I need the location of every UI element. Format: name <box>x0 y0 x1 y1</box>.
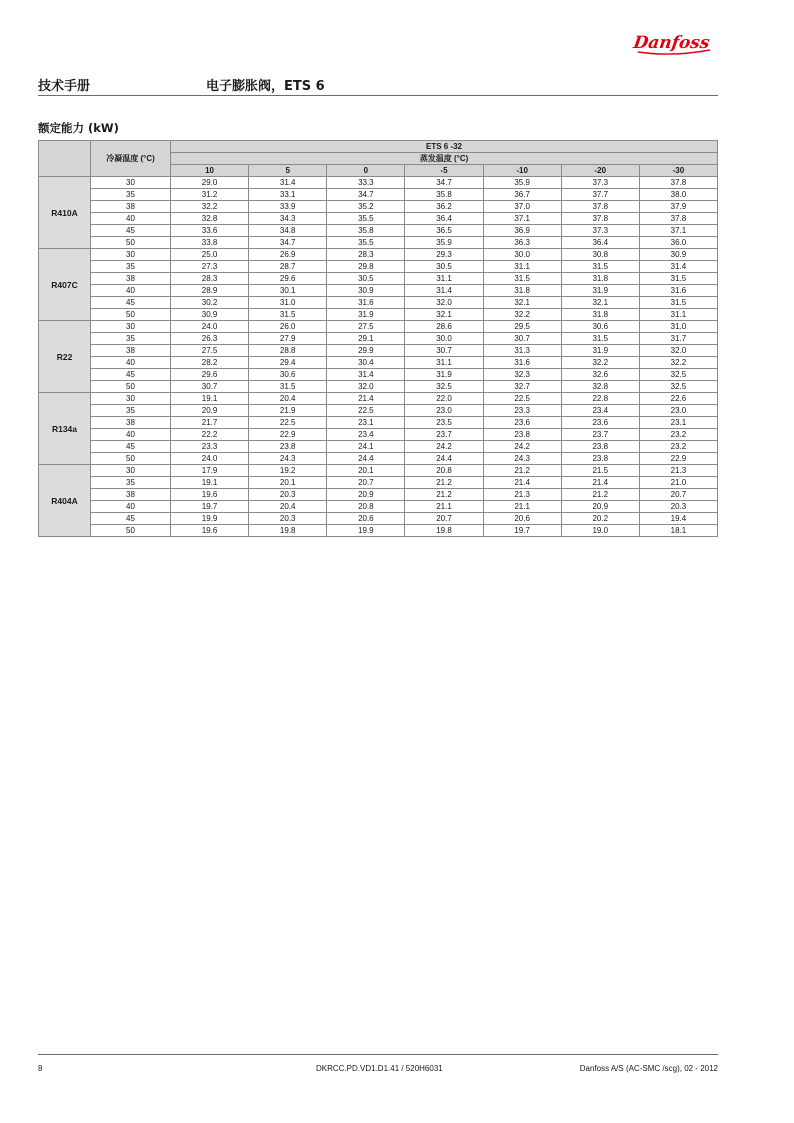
capacity-cell: 32.2 <box>561 357 639 369</box>
capacity-cell: 21.2 <box>405 477 483 489</box>
capacity-cell: 32.5 <box>405 381 483 393</box>
capacity-cell: 30.7 <box>405 345 483 357</box>
condensing-temp-cell: 50 <box>91 381 171 393</box>
capacity-cell: 28.8 <box>249 345 327 357</box>
capacity-cell: 37.1 <box>483 213 561 225</box>
table-corner-cell <box>39 141 91 177</box>
capacity-cell: 23.6 <box>561 417 639 429</box>
capacity-cell: 28.3 <box>171 273 249 285</box>
capacity-cell: 31.8 <box>483 285 561 297</box>
capacity-cell: 37.3 <box>561 177 639 189</box>
capacity-cell: 17.9 <box>171 465 249 477</box>
table-row <box>39 465 718 477</box>
capacity-cell: 30.4 <box>327 357 405 369</box>
capacity-cell: 21.4 <box>561 477 639 489</box>
table-row <box>39 357 718 369</box>
capacity-cell: 29.5 <box>483 321 561 333</box>
capacity-cell: 36.5 <box>405 225 483 237</box>
capacity-cell: 27.5 <box>171 345 249 357</box>
capacity-cell: 34.7 <box>327 189 405 201</box>
condensing-temp-cell: 40 <box>91 285 171 297</box>
capacity-cell: 26.3 <box>171 333 249 345</box>
capacity-cell: 28.9 <box>171 285 249 297</box>
footer-divider <box>38 1054 718 1055</box>
capacity-cell: 35.8 <box>327 225 405 237</box>
capacity-cell: 31.6 <box>327 297 405 309</box>
capacity-cell: 31.1 <box>405 273 483 285</box>
capacity-cell: 23.3 <box>483 405 561 417</box>
evap-temp-col-header: 10 <box>171 165 249 177</box>
capacity-cell: 32.5 <box>639 369 717 381</box>
capacity-cell: 24.3 <box>249 453 327 465</box>
capacity-cell: 23.1 <box>639 417 717 429</box>
capacity-cell: 30.7 <box>483 333 561 345</box>
capacity-cell: 33.3 <box>327 177 405 189</box>
condensing-temp-cell: 50 <box>91 309 171 321</box>
capacity-cell: 23.8 <box>561 441 639 453</box>
capacity-cell: 21.1 <box>405 501 483 513</box>
capacity-cell: 24.4 <box>327 453 405 465</box>
evaporating-temp-header: 蒸发温度 (°C) <box>171 153 718 165</box>
capacity-cell: 20.9 <box>561 501 639 513</box>
header-divider <box>38 95 718 96</box>
capacity-cell: 35.5 <box>327 237 405 249</box>
capacity-cell: 19.4 <box>639 513 717 525</box>
capacity-cell: 24.2 <box>405 441 483 453</box>
capacity-cell: 37.8 <box>639 213 717 225</box>
capacity-cell: 30.5 <box>405 261 483 273</box>
capacity-cell: 32.0 <box>405 297 483 309</box>
condensing-temp-cell: 40 <box>91 429 171 441</box>
capacity-cell: 31.5 <box>561 333 639 345</box>
capacity-cell: 21.4 <box>483 477 561 489</box>
capacity-cell: 21.7 <box>171 417 249 429</box>
capacity-cell: 22.9 <box>249 429 327 441</box>
capacity-cell: 31.1 <box>405 357 483 369</box>
capacity-cell: 36.7 <box>483 189 561 201</box>
capacity-cell: 32.1 <box>561 297 639 309</box>
table-row <box>39 309 718 321</box>
capacity-cell: 21.9 <box>249 405 327 417</box>
refrigerant-label: R404A <box>39 465 91 537</box>
capacity-cell: 31.4 <box>249 177 327 189</box>
capacity-cell: 31.5 <box>561 261 639 273</box>
capacity-cell: 31.6 <box>483 357 561 369</box>
table-row <box>39 453 718 465</box>
table-row <box>39 285 718 297</box>
table-row <box>39 201 718 213</box>
capacity-cell: 25.0 <box>171 249 249 261</box>
condensing-temp-cell: 45 <box>91 441 171 453</box>
capacity-cell: 19.1 <box>171 393 249 405</box>
capacity-cell: 32.8 <box>171 213 249 225</box>
capacity-cell: 21.2 <box>483 465 561 477</box>
capacity-cell: 23.0 <box>405 405 483 417</box>
capacity-cell: 24.1 <box>327 441 405 453</box>
capacity-cell: 31.0 <box>249 297 327 309</box>
table-row <box>39 333 718 345</box>
capacity-cell: 22.6 <box>639 393 717 405</box>
table-row <box>39 249 718 261</box>
capacity-cell: 37.9 <box>639 201 717 213</box>
refrigerant-label: R410A <box>39 177 91 249</box>
capacity-cell: 32.8 <box>561 381 639 393</box>
table-row <box>39 297 718 309</box>
condensing-temp-cell: 40 <box>91 357 171 369</box>
capacity-cell: 30.6 <box>249 369 327 381</box>
capacity-cell: 20.7 <box>639 489 717 501</box>
table-row <box>39 393 718 405</box>
capacity-cell: 36.0 <box>639 237 717 249</box>
capacity-cell: 37.1 <box>639 225 717 237</box>
capacity-cell: 31.3 <box>483 345 561 357</box>
capacity-cell: 31.4 <box>327 369 405 381</box>
capacity-table-body <box>39 177 718 537</box>
capacity-cell: 29.9 <box>327 345 405 357</box>
capacity-cell: 33.9 <box>249 201 327 213</box>
capacity-cell: 24.0 <box>171 321 249 333</box>
capacity-cell: 37.8 <box>561 201 639 213</box>
capacity-cell: 20.8 <box>327 501 405 513</box>
capacity-cell: 19.7 <box>171 501 249 513</box>
svg-text:Danfoss: Danfoss <box>632 33 711 53</box>
capacity-cell: 24.0 <box>171 453 249 465</box>
table-row <box>39 273 718 285</box>
capacity-cell: 20.7 <box>405 513 483 525</box>
evap-temp-col-header: -10 <box>483 165 561 177</box>
capacity-cell: 19.8 <box>405 525 483 537</box>
capacity-cell: 31.9 <box>405 369 483 381</box>
condensing-temp-cell: 35 <box>91 189 171 201</box>
capacity-cell: 21.1 <box>483 501 561 513</box>
capacity-cell: 27.9 <box>249 333 327 345</box>
capacity-table <box>38 140 718 537</box>
capacity-cell: 28.7 <box>249 261 327 273</box>
refrigerant-label: R134a <box>39 393 91 465</box>
capacity-cell: 20.4 <box>249 393 327 405</box>
capacity-cell: 31.6 <box>639 285 717 297</box>
capacity-cell: 23.2 <box>639 441 717 453</box>
capacity-cell: 28.6 <box>405 321 483 333</box>
capacity-cell: 19.9 <box>171 513 249 525</box>
capacity-cell: 27.5 <box>327 321 405 333</box>
capacity-cell: 22.2 <box>171 429 249 441</box>
capacity-cell: 31.5 <box>249 309 327 321</box>
capacity-cell: 32.1 <box>483 297 561 309</box>
condensing-temp-cell: 50 <box>91 525 171 537</box>
capacity-cell: 34.7 <box>249 237 327 249</box>
capacity-cell: 33.6 <box>171 225 249 237</box>
evap-temp-col-header: -20 <box>561 165 639 177</box>
capacity-cell: 29.6 <box>171 369 249 381</box>
capacity-cell: 36.2 <box>405 201 483 213</box>
table-row <box>39 189 718 201</box>
capacity-cell: 20.6 <box>327 513 405 525</box>
condensing-temp-cell: 45 <box>91 297 171 309</box>
condensing-temp-cell: 38 <box>91 345 171 357</box>
condensing-temp-cell: 45 <box>91 513 171 525</box>
capacity-cell: 23.5 <box>405 417 483 429</box>
condensing-temp-header: 冷凝温度 (°C) <box>91 141 171 177</box>
capacity-cell: 35.5 <box>327 213 405 225</box>
capacity-cell: 23.8 <box>249 441 327 453</box>
capacity-cell: 31.8 <box>561 309 639 321</box>
table-row <box>39 345 718 357</box>
capacity-cell: 30.5 <box>327 273 405 285</box>
capacity-cell: 21.3 <box>483 489 561 501</box>
capacity-cell: 36.3 <box>483 237 561 249</box>
capacity-cell: 18.1 <box>639 525 717 537</box>
capacity-cell: 37.0 <box>483 201 561 213</box>
evap-temp-col-header: -30 <box>639 165 717 177</box>
capacity-cell: 21.3 <box>639 465 717 477</box>
capacity-cell: 20.4 <box>249 501 327 513</box>
capacity-cell: 23.7 <box>561 429 639 441</box>
document-code: DKRCC.PD.VD1.D1.41 / 520H6031 <box>316 1064 443 1073</box>
capacity-cell: 37.3 <box>561 225 639 237</box>
capacity-cell: 30.0 <box>405 333 483 345</box>
capacity-cell: 23.2 <box>639 429 717 441</box>
capacity-cell: 19.0 <box>561 525 639 537</box>
table-row <box>39 477 718 489</box>
capacity-cell: 21.0 <box>639 477 717 489</box>
capacity-cell: 23.8 <box>561 453 639 465</box>
condensing-temp-cell: 30 <box>91 393 171 405</box>
table-row <box>39 429 718 441</box>
capacity-cell: 23.8 <box>483 429 561 441</box>
model-header: ETS 6 -32 <box>171 141 718 153</box>
capacity-cell: 35.8 <box>405 189 483 201</box>
capacity-cell: 32.1 <box>405 309 483 321</box>
capacity-cell: 22.0 <box>405 393 483 405</box>
condensing-temp-cell: 50 <box>91 237 171 249</box>
capacity-cell: 31.4 <box>405 285 483 297</box>
table-row <box>39 369 718 381</box>
capacity-cell: 36.4 <box>561 237 639 249</box>
capacity-cell: 31.9 <box>561 345 639 357</box>
table-row <box>39 525 718 537</box>
capacity-cell: 37.7 <box>561 189 639 201</box>
capacity-cell: 30.1 <box>249 285 327 297</box>
capacity-cell: 19.6 <box>171 489 249 501</box>
refrigerant-label: R407C <box>39 249 91 321</box>
capacity-cell: 32.0 <box>327 381 405 393</box>
condensing-temp-cell: 40 <box>91 213 171 225</box>
capacity-cell: 19.8 <box>249 525 327 537</box>
capacity-cell: 30.9 <box>171 309 249 321</box>
capacity-cell: 31.9 <box>327 309 405 321</box>
capacity-cell: 21.5 <box>561 465 639 477</box>
capacity-cell: 29.4 <box>249 357 327 369</box>
table-row <box>39 321 718 333</box>
capacity-cell: 31.0 <box>639 321 717 333</box>
capacity-cell: 31.5 <box>639 297 717 309</box>
capacity-cell: 26.0 <box>249 321 327 333</box>
capacity-cell: 34.3 <box>249 213 327 225</box>
capacity-cell: 29.0 <box>171 177 249 189</box>
capacity-cell: 23.7 <box>405 429 483 441</box>
capacity-cell: 20.9 <box>171 405 249 417</box>
condensing-temp-cell: 35 <box>91 261 171 273</box>
capacity-cell: 20.1 <box>249 477 327 489</box>
capacity-cell: 38.0 <box>639 189 717 201</box>
capacity-cell: 20.1 <box>327 465 405 477</box>
condensing-temp-cell: 38 <box>91 273 171 285</box>
capacity-cell: 19.1 <box>171 477 249 489</box>
capacity-cell: 20.8 <box>405 465 483 477</box>
capacity-cell: 31.7 <box>639 333 717 345</box>
capacity-cell: 32.2 <box>639 357 717 369</box>
capacity-cell: 22.5 <box>327 405 405 417</box>
table-row <box>39 261 718 273</box>
capacity-cell: 30.0 <box>483 249 561 261</box>
capacity-cell: 36.9 <box>483 225 561 237</box>
capacity-cell: 19.2 <box>249 465 327 477</box>
capacity-cell: 20.6 <box>483 513 561 525</box>
capacity-cell: 30.7 <box>171 381 249 393</box>
page-number: 8 <box>38 1064 43 1073</box>
capacity-cell: 32.2 <box>171 201 249 213</box>
capacity-cell: 31.5 <box>483 273 561 285</box>
table-row <box>39 441 718 453</box>
capacity-cell: 35.2 <box>327 201 405 213</box>
capacity-cell: 22.8 <box>561 393 639 405</box>
capacity-cell: 23.1 <box>327 417 405 429</box>
evap-temp-col-header: 0 <box>327 165 405 177</box>
condensing-temp-cell: 40 <box>91 501 171 513</box>
capacity-cell: 23.0 <box>639 405 717 417</box>
capacity-cell: 20.3 <box>249 513 327 525</box>
capacity-cell: 24.4 <box>405 453 483 465</box>
capacity-cell: 30.9 <box>327 285 405 297</box>
table-row <box>39 177 718 189</box>
capacity-cell: 32.2 <box>483 309 561 321</box>
capacity-cell: 34.7 <box>405 177 483 189</box>
capacity-cell: 31.5 <box>639 273 717 285</box>
capacity-cell: 30.2 <box>171 297 249 309</box>
danfoss-logo <box>632 26 722 60</box>
condensing-temp-cell: 38 <box>91 489 171 501</box>
company-info: Danfoss A/S (AC-SMC /scg), 02 - 2012 <box>579 1064 718 1073</box>
capacity-cell: 20.3 <box>639 501 717 513</box>
capacity-cell: 22.9 <box>639 453 717 465</box>
capacity-cell: 29.3 <box>405 249 483 261</box>
capacity-cell: 21.4 <box>327 393 405 405</box>
capacity-cell: 32.0 <box>639 345 717 357</box>
capacity-cell: 31.4 <box>639 261 717 273</box>
capacity-cell: 29.1 <box>327 333 405 345</box>
capacity-cell: 30.6 <box>561 321 639 333</box>
capacity-cell: 31.1 <box>483 261 561 273</box>
capacity-cell: 19.9 <box>327 525 405 537</box>
capacity-cell: 21.2 <box>561 489 639 501</box>
document-name: 技术手册 <box>38 79 91 94</box>
evap-temp-col-header: -5 <box>405 165 483 177</box>
table-row <box>39 513 718 525</box>
capacity-cell: 23.3 <box>171 441 249 453</box>
capacity-cell: 31.1 <box>639 309 717 321</box>
condensing-temp-cell: 30 <box>91 249 171 261</box>
capacity-cell: 35.9 <box>483 177 561 189</box>
capacity-cell: 20.7 <box>327 477 405 489</box>
capacity-cell: 19.7 <box>483 525 561 537</box>
section-title: 额定能力 (kW) <box>38 121 119 135</box>
capacity-cell: 32.3 <box>483 369 561 381</box>
capacity-cell: 20.3 <box>249 489 327 501</box>
capacity-cell: 26.9 <box>249 249 327 261</box>
refrigerant-label: R22 <box>39 321 91 393</box>
capacity-cell: 33.8 <box>171 237 249 249</box>
capacity-cell: 32.5 <box>639 381 717 393</box>
condensing-temp-cell: 38 <box>91 201 171 213</box>
capacity-cell: 20.2 <box>561 513 639 525</box>
condensing-temp-cell: 50 <box>91 453 171 465</box>
capacity-cell: 19.6 <box>171 525 249 537</box>
condensing-temp-cell: 35 <box>91 405 171 417</box>
capacity-cell: 31.8 <box>561 273 639 285</box>
capacity-cell: 23.4 <box>327 429 405 441</box>
table-row <box>39 213 718 225</box>
page-title: 电子膨胀阀，ETS 6 <box>206 79 325 94</box>
capacity-cell: 28.3 <box>327 249 405 261</box>
capacity-cell: 30.8 <box>561 249 639 261</box>
capacity-cell: 37.8 <box>639 177 717 189</box>
capacity-cell: 22.5 <box>483 393 561 405</box>
capacity-cell: 28.2 <box>171 357 249 369</box>
capacity-cell: 20.9 <box>327 489 405 501</box>
capacity-cell: 21.2 <box>405 489 483 501</box>
table-row <box>39 225 718 237</box>
capacity-cell: 31.5 <box>249 381 327 393</box>
table-row <box>39 405 718 417</box>
capacity-cell: 31.9 <box>561 285 639 297</box>
capacity-cell: 32.7 <box>483 381 561 393</box>
capacity-cell: 23.4 <box>561 405 639 417</box>
capacity-cell: 36.4 <box>405 213 483 225</box>
table-row <box>39 237 718 249</box>
condensing-temp-cell: 35 <box>91 333 171 345</box>
condensing-temp-cell: 45 <box>91 369 171 381</box>
table-row <box>39 381 718 393</box>
capacity-cell: 31.2 <box>171 189 249 201</box>
capacity-cell: 24.3 <box>483 453 561 465</box>
condensing-temp-cell: 30 <box>91 465 171 477</box>
table-row <box>39 501 718 513</box>
condensing-temp-cell: 30 <box>91 177 171 189</box>
evap-temp-col-header: 5 <box>249 165 327 177</box>
capacity-cell: 22.5 <box>249 417 327 429</box>
capacity-cell: 32.6 <box>561 369 639 381</box>
table-row <box>39 489 718 501</box>
capacity-cell: 35.9 <box>405 237 483 249</box>
capacity-cell: 23.6 <box>483 417 561 429</box>
condensing-temp-cell: 30 <box>91 321 171 333</box>
capacity-cell: 30.9 <box>639 249 717 261</box>
capacity-cell: 29.6 <box>249 273 327 285</box>
capacity-cell: 33.1 <box>249 189 327 201</box>
capacity-cell: 27.3 <box>171 261 249 273</box>
condensing-temp-cell: 45 <box>91 225 171 237</box>
condensing-temp-cell: 35 <box>91 477 171 489</box>
capacity-cell: 37.8 <box>561 213 639 225</box>
capacity-cell: 24.2 <box>483 441 561 453</box>
table-row <box>39 417 718 429</box>
capacity-cell: 34.8 <box>249 225 327 237</box>
capacity-cell: 29.8 <box>327 261 405 273</box>
condensing-temp-cell: 38 <box>91 417 171 429</box>
